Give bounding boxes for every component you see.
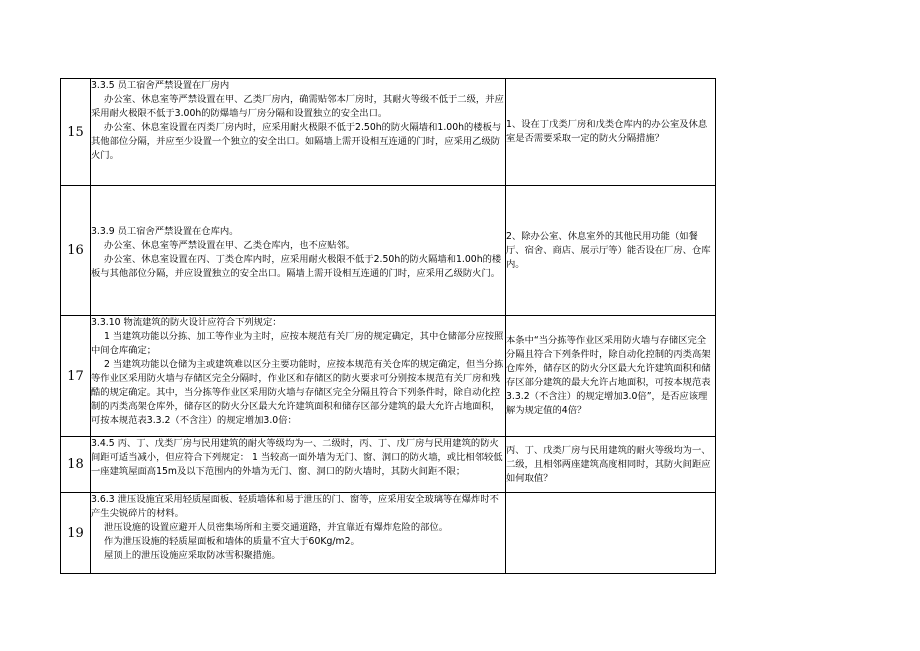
clause-heading: 3.3.10 物流建筑的防火设计应符合下列规定： <box>91 317 282 328</box>
row-number: 19 <box>61 493 91 574</box>
clause-paragraph: 3.4.5 丙、丁、戊类厂房与民用建筑的耐火等级均为一、二级时，丙、丁、戊厂房与民用建筑的防火间距可适当减小，但应符合下列规定： 1 当较高一面外墙为无门、窗、洞口的防火墙，或比相邻较低一座建筑屋面高15m及以下范围内的外墙为无门、窗、洞口的防火墙时，其防火间距不限； <box>91 438 503 477</box>
question-cell <box>506 186 716 316</box>
table-row <box>61 186 716 316</box>
question-text: 丙、丁、戊类厂房与民用建筑的耐火等级均为一、二级，且相邻两座建筑高度相同时，其防火间距应如何取值？ <box>506 444 711 484</box>
question-cell <box>506 437 716 493</box>
table-row <box>61 493 716 574</box>
clause-cell <box>91 186 506 316</box>
question-text: 本条中“当分拣等作业区采用防火墙与存储区完全分隔且符合下列条件时，除自动化控制的丙类高架仓库外，储存区的防火分区最大允许建筑面积和储存区部分建筑的最大允许占地面积，可按本规范表3.3.2（不含注）的规定增加3.0倍”，是否应该理解为规定值的4倍？ <box>506 335 711 416</box>
row-number: 18 <box>61 437 91 493</box>
table-row <box>61 79 716 186</box>
question-cell <box>506 79 716 186</box>
table-row <box>61 437 716 493</box>
clause-paragraph: 办公室、休息室等严禁设置在甲、乙类仓库内，也不应贴邻。 <box>104 239 356 251</box>
clause-cell <box>91 316 506 437</box>
clause-paragraph: 办公室、休息室等严禁设置在甲、乙类厂房内，确需贴邻本厂房时，其耐火等级不低于二级，并应采用耐火极限不低于3.00h的防爆墙与厂房分隔和设置独立的安全出口。 <box>91 94 504 119</box>
clause-cell <box>91 79 506 186</box>
table-row <box>61 316 716 437</box>
question-cell <box>506 493 716 574</box>
row-number: 16 <box>61 186 91 316</box>
clause-heading: 3.3.5 员工宿舍严禁设置在厂房内 <box>91 80 230 91</box>
clause-paragraph: 泄压设施的设置应避开人员密集场所和主要交通道路，并宜靠近有爆炸危险的部位。 <box>104 522 449 533</box>
clause-paragraph: 2 当建筑功能以仓储为主或建筑难以区分主要功能时，应按本规范有关仓库的规定确定，但当分拣等作业区采用防火墙与存储区完全分隔时，作业区和存储区的防火要求可分别按本规范有关厂房和残酷的规定确定。其中，当分拣等作业区采用防火墙与存储区完全分隔且符合下列条件时，除自动化控制的丙类高架仓库外，储存区的防火分区最大允许建筑面积和储存区部分建筑的最大允许占地面积，可按本规范表3.3.2（不含注）的规定增加3.0倍： <box>91 359 504 426</box>
clause-paragraph: 办公室、休息室设置在丙、丁类仓库内时，应采用耐火极限不低于2.50h的防火隔墙和1.00h的楼板与其他部位分隔，并应设置独立的安全出口。隔墙上需开设相互连通的门时，应采用乙级防火门。 <box>91 253 502 279</box>
clause-cell <box>91 493 506 574</box>
question-text: 1、设在丁戊类厂房和戊类仓库内的办公室及休息室是否需要采取一定的防火分隔措施？ <box>506 119 708 144</box>
clause-paragraph: 屋顶上的泄压设施应采取防冰雪积聚措施。 <box>104 550 281 561</box>
clause-paragraph: 1 当建筑功能以分拣、加工等作业为主时，应按本规范有关厂房的规定确定，其中仓储部分应按照中间仓库确定； <box>91 331 504 356</box>
clause-heading: 3.6.3 泄压设施宜采用轻质屋面板、轻质墙体和易于泄压的门、窗等，应采用安全玻璃等在爆炸时不产生尖锐碎片的材料。 <box>91 494 499 519</box>
regulation-qa-table <box>60 78 716 574</box>
clause-heading: 3.3.9 员工宿舍严禁设置在仓库内。 <box>91 225 239 237</box>
row-number: 15 <box>61 79 91 186</box>
row-number: 17 <box>61 316 91 437</box>
clause-paragraph: 作为泄压设施的轻质屋面板和墙体的质量不宜大于60Kg/m2。 <box>104 536 360 547</box>
clause-paragraph: 办公室、休息室设置在丙类厂房内时，应采用耐火极限不低于2.50h的防火隔墙和1.00h的楼板与其他部位分隔，并应至少设置一个独立的安全出口。如隔墙上需开设相互连通的门时，应采用乙级防火门。 <box>91 122 502 161</box>
clause-cell <box>91 437 506 493</box>
question-cell <box>506 316 716 437</box>
question-text: 2、除办公室、休息室外的其他民用功能（如餐厅、宿舍、商店、展示厅等）能否设在厂房、仓库内。 <box>506 230 711 270</box>
